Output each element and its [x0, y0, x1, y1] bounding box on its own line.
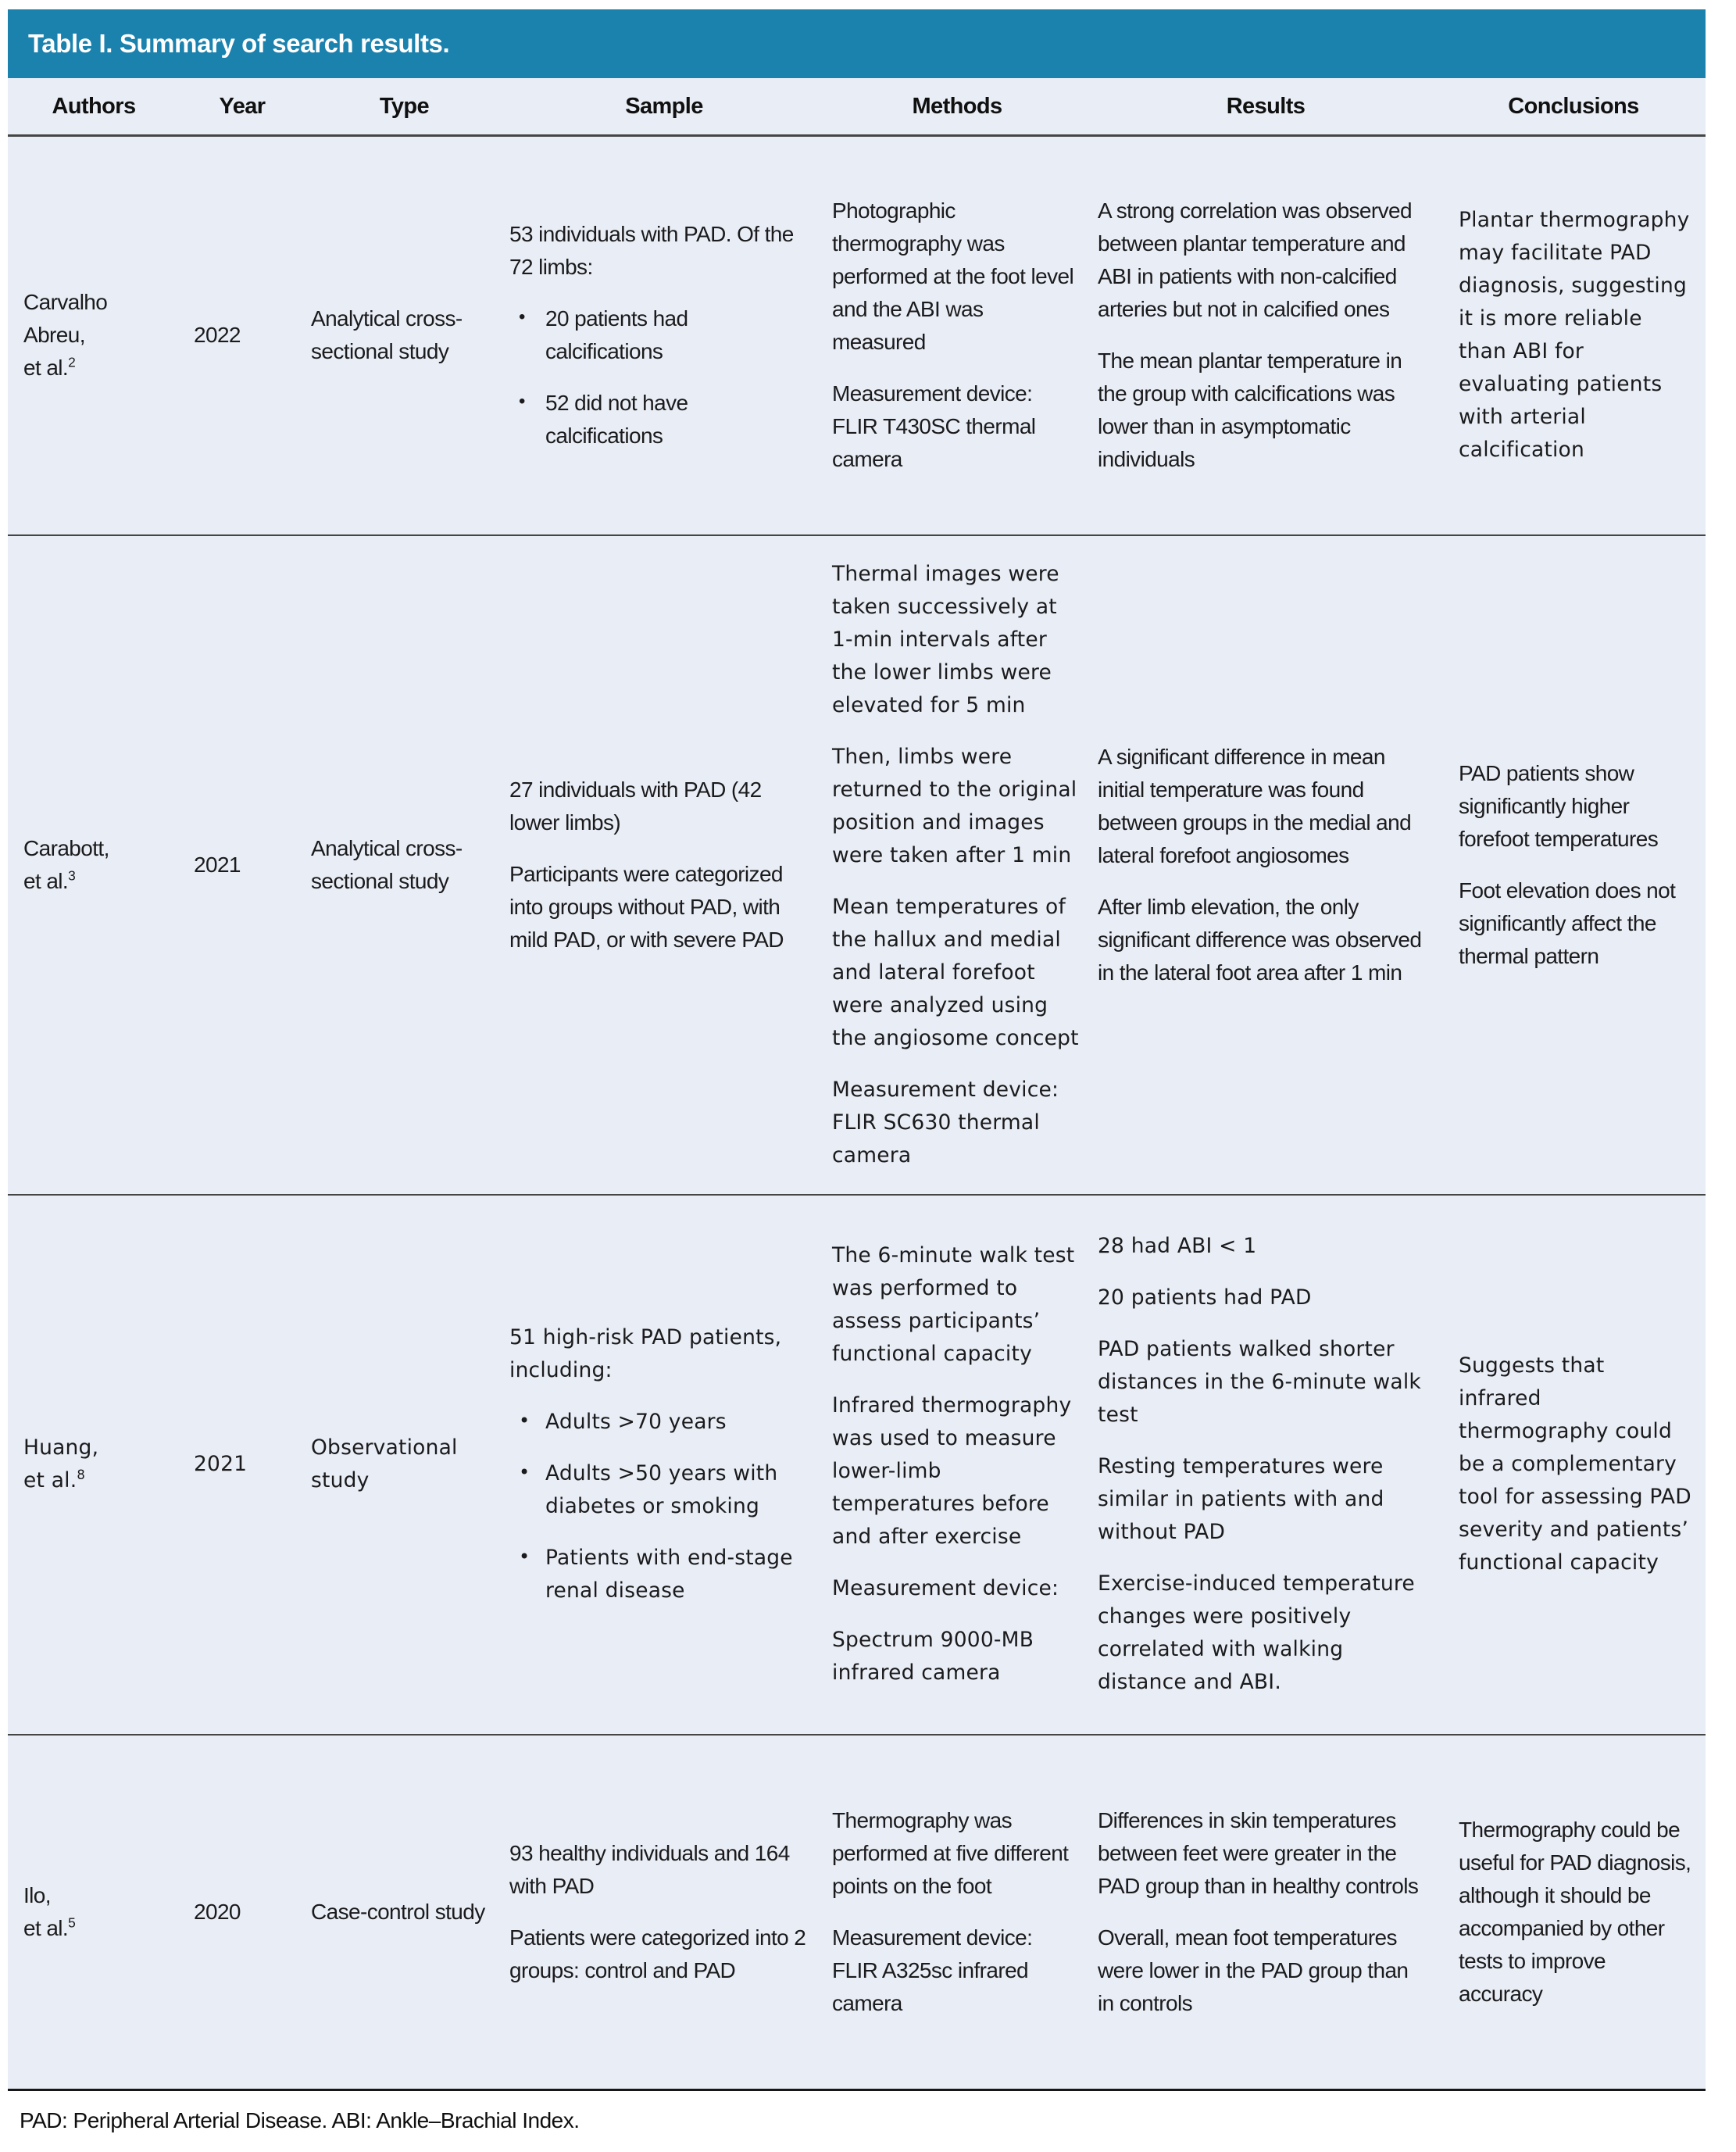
cell-results: [1090, 136, 1441, 535]
table-footnote: PAD: Peripheral Arterial Disease. ABI: Ankle–Brachial Index.: [20, 2107, 580, 2132]
author-name: Huang, et al.$^8$: [23, 1435, 99, 1492]
results-paragraph: Differences in skin temperatures between feet were greater in the PAD group than in healthy controls: [1098, 1807, 1419, 1898]
cell-conclusions: [1441, 1195, 1706, 1735]
column-header-authors: Authors: [8, 78, 180, 136]
results-paragraph: After limb elevation, the only significant difference was observed in the lateral foot area after 1 min: [1098, 894, 1422, 985]
reference-superscript: 2: [68, 354, 76, 370]
summary-table: [8, 78, 1706, 2089]
results-paragraph: A significant difference in mean initial temperature was found between groups in the medial and lateral forefoot angiosomes: [1098, 744, 1412, 867]
sample-bullet-item: [509, 1406, 809, 1439]
type-text: Case-control study: [311, 1899, 485, 1924]
reference-superscript: 8: [77, 1467, 85, 1483]
methods-paragraph: Measurement device: FLIR A325sc infrared camera: [832, 1925, 1033, 2015]
methods-paragraph: Thermography was performed at five different points on the foot: [832, 1807, 1069, 1898]
year-text: 2021: [194, 852, 241, 877]
bullet-icon: •: [519, 391, 525, 413]
results-paragraph: 20 patients had PAD: [1098, 1285, 1312, 1310]
table-row: [8, 535, 1706, 1195]
conclusions-paragraph: Suggests that infrared thermography could be a complementary tool for assessing PAD severity and patients’ functional capacity: [1459, 1353, 1691, 1575]
type-text: Analytical cross-sectional study: [311, 835, 463, 893]
methods-paragraph: Measurement device: FLIR T430SC thermal camera: [832, 381, 1036, 472]
cell-results: [1090, 1195, 1441, 1735]
bullet-icon: •: [519, 1461, 530, 1483]
reference-superscript: 5: [68, 1914, 76, 1931]
sample-bullet-item: [509, 1457, 809, 1523]
summary-table-wrapper: [8, 78, 1706, 2091]
cell-year: [180, 1735, 305, 2089]
results-paragraph: 28 had ABI < 1: [1098, 1234, 1257, 1258]
methods-paragraph: Mean temperatures of the hallux and medial and lateral forefoot were analyzed using the angiosome concept: [832, 894, 1079, 1050]
sample-paragraph: Patients were categorized into 2 groups: control and PAD: [509, 1925, 806, 1982]
cell-methods: [824, 136, 1090, 535]
bullet-icon: •: [519, 1546, 530, 1568]
sample-paragraph: 53 individuals with PAD. Of the 72 limbs:: [509, 222, 794, 280]
sample-bullet-item: [509, 1542, 809, 1607]
author-name: Carvalho Abreu, et al.$^2$: [23, 290, 108, 381]
results-paragraph: Exercise-induced temperature changes were positively correlated with walking distance and ABI.: [1098, 1571, 1415, 1694]
cell-year: [180, 535, 305, 1195]
cell-year: [180, 136, 305, 535]
cell-type: [305, 535, 504, 1195]
methods-paragraph: Thermal images were taken successively at 1-min intervals after the lower limbs were elevated for 5 min: [832, 561, 1059, 717]
methods-paragraph: Infrared thermography was used to measure lower-limb temperatures before and after exercise: [832, 1393, 1072, 1549]
cell-conclusions: [1441, 136, 1706, 535]
column-header-year: Year: [180, 78, 305, 136]
bullet-text: Patients with end-stage renal disease: [545, 1546, 793, 1603]
column-header-sample: Sample: [504, 78, 824, 136]
cell-year: [180, 1195, 305, 1735]
type-text: Analytical cross-sectional study: [311, 306, 463, 364]
cell-sample: [504, 1735, 824, 2089]
results-paragraph: A strong correlation was observed between plantar temperature and ABI in patients with non-calcified arteries but not in calcified ones: [1098, 198, 1412, 322]
conclusions-paragraph: Plantar thermography may facilitate PAD diagnosis, suggesting it is more reliable than ABI for evaluating patients with arterial calcification: [1459, 208, 1690, 463]
conclusions-paragraph: Thermography could be useful for PAD diagnosis, although it should be accompanied by other tests to improve accuracy: [1459, 1817, 1691, 2006]
methods-paragraph: Spectrum 9000-MB infrared camera: [832, 1628, 1034, 1685]
cell-results: [1090, 535, 1441, 1195]
bullet-text: 20 patients had calcifications: [545, 306, 688, 364]
year-text: 2020: [194, 1899, 241, 1924]
methods-paragraph: Then, limbs were returned to the original position and images were taken after 1 min: [832, 744, 1077, 867]
column-header-type: Type: [305, 78, 504, 136]
bullet-text: 52 did not have calcifications: [545, 391, 688, 449]
bullet-text: Adults >70 years: [545, 1410, 727, 1434]
cell-authors: [8, 535, 180, 1195]
type-text: Observational study: [311, 1435, 458, 1492]
column-header-results: Results: [1090, 78, 1441, 136]
cell-methods: [824, 1195, 1090, 1735]
cell-methods: [824, 1735, 1090, 2089]
cell-conclusions: [1441, 535, 1706, 1195]
methods-paragraph: Measurement device: FLIR SC630 thermal camera: [832, 1077, 1059, 1167]
reference-superscript: 3: [68, 867, 76, 884]
table-row: [8, 1735, 1706, 2089]
cell-type: [305, 1195, 504, 1735]
bullet-icon: •: [519, 306, 525, 328]
sample-paragraph: 93 healthy individuals and 164 with PAD: [509, 1840, 790, 1898]
bullet-icon: •: [519, 1410, 530, 1432]
sample-paragraph: Participants were categorized into groups without PAD, with mild PAD, or with severe PAD: [509, 861, 784, 952]
results-paragraph: The mean plantar temperature in the group with calcifications was lower than in asymptomatic individuals: [1098, 349, 1402, 472]
cell-sample: [504, 535, 824, 1195]
results-paragraph: Resting temperatures were similar in patients with and without PAD: [1098, 1454, 1384, 1544]
table-row: [8, 136, 1706, 535]
table-header-row: [8, 78, 1706, 136]
methods-paragraph: Photographic thermography was performed at the foot level and the ABI was measured: [832, 198, 1074, 355]
column-header-conclusions: Conclusions: [1441, 78, 1706, 136]
bullet-text: Adults >50 years with diabetes or smoking: [545, 1461, 778, 1518]
conclusions-paragraph: Foot elevation does not significantly affect the thermal pattern: [1459, 878, 1676, 968]
cell-type: [305, 1735, 504, 2089]
cell-sample: [504, 1195, 824, 1735]
table-row: [8, 1195, 1706, 1735]
author-name: Ilo, et al.$^5$: [23, 1882, 76, 1940]
cell-sample: [504, 136, 824, 535]
cell-conclusions: [1441, 1735, 1706, 2089]
sample-paragraph: 27 individuals with PAD (42 lower limbs): [509, 777, 762, 835]
results-paragraph: PAD patients walked shorter distances in the 6-minute walk test: [1098, 1337, 1421, 1427]
table-title-bar: [8, 9, 1706, 78]
author-name: Carabott, et al.$^3$: [23, 835, 109, 893]
methods-paragraph: Measurement device:: [832, 1576, 1059, 1600]
sample-bullet-item: [509, 387, 809, 452]
year-text: 2022: [194, 323, 241, 348]
cell-type: [305, 136, 504, 535]
cell-results: [1090, 1735, 1441, 2089]
methods-paragraph: The 6-minute walk test was performed to assess participants’ functional capacity: [832, 1243, 1075, 1366]
sample-paragraph: 51 high-risk PAD patients, including:: [509, 1325, 782, 1382]
cell-methods: [824, 535, 1090, 1195]
results-paragraph: Overall, mean foot temperatures were lower in the PAD group than in controls: [1098, 1925, 1409, 2015]
cell-authors: [8, 136, 180, 535]
year-text: 2021: [194, 1452, 248, 1476]
sample-bullet-item: [509, 302, 809, 368]
column-header-methods: Methods: [824, 78, 1090, 136]
conclusions-paragraph: PAD patients show significantly higher forefoot temperatures: [1459, 760, 1659, 851]
table-title: Table I. Summary of search results.: [28, 29, 450, 58]
cell-authors: [8, 1195, 180, 1735]
cell-authors: [8, 1735, 180, 2089]
